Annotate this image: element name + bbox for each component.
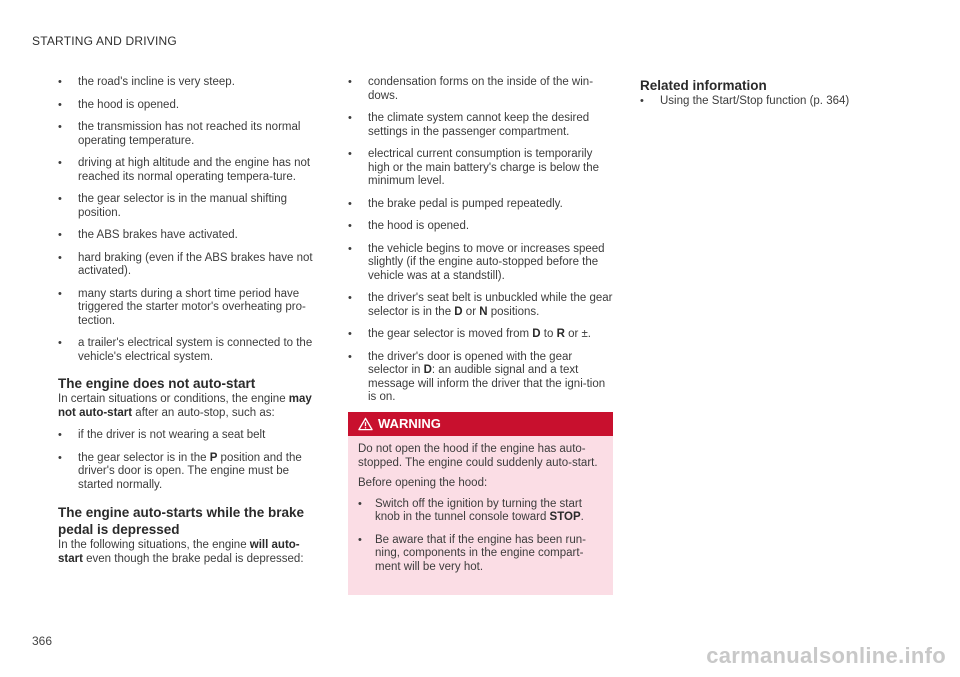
list-item: • driving at high altitude and the engine has not reached its normal operating tempera-ture. — [58, 157, 311, 183]
bullet-icon: • — [58, 121, 62, 133]
list-item: • the gear selector is in the manual shifting position. — [58, 193, 288, 219]
list-item: • the driver's door is opened with the gear selector in D: an audible signal and a text message will inform the driver that the igni-tion is on. — [348, 350, 606, 403]
list-item: • condensation forms on the inside of the win-dows. — [348, 76, 594, 102]
bullet-icon: • — [348, 242, 352, 255]
bullet-icon: • — [58, 157, 62, 169]
no-autostart-list — [58, 429, 324, 492]
autostart-list — [348, 76, 614, 405]
warning-text: Do not open the hood if the engine has auto-stopped. The engine could suddenly auto-start. — [358, 443, 598, 469]
warning-triangle-icon — [358, 417, 373, 431]
bullet-icon: • — [348, 328, 352, 340]
related-heading: Related information — [640, 78, 767, 93]
bullet-icon: • — [348, 76, 352, 88]
bullet-icon: • — [358, 533, 362, 546]
page-header: STARTING AND DRIVING — [32, 34, 177, 48]
list-item: • the ABS brakes have activated. — [58, 229, 238, 241]
list-item: • the driver's seat belt is unbuckled while the gear selector is in the D or N positions. — [348, 292, 613, 318]
bullet-icon: • — [348, 148, 352, 160]
list-item: • Be aware that if the engine has been run-ning, components in the engine compart-ment will be very hot. — [358, 533, 586, 573]
section-heading: The engine does not auto-start — [58, 376, 256, 391]
list-item: • the gear selector is in the P position and the driver's door is open. The engine must be started normally. — [58, 451, 302, 491]
warning-header — [348, 412, 613, 436]
warning-text: Before opening the hood: — [358, 477, 488, 489]
bullet-icon: • — [58, 287, 62, 300]
column-left — [58, 76, 324, 575]
bullet-icon: • — [58, 98, 62, 111]
related-list — [640, 95, 930, 109]
list-item: • electrical current consumption is temporarily high or the main battery's charge is below the minimum level. — [348, 148, 600, 187]
list-item: • if the driver is not wearing a seat belt — [58, 429, 266, 441]
list-item: • the transmission has not reached its normal operating temperature. — [58, 121, 301, 147]
list-item: • the vehicle begins to move or increases speed slightly (if the engine auto-stopped before the vehicle was at a standstill). — [348, 242, 605, 282]
bullet-icon: • — [348, 197, 352, 210]
list-item: • the brake pedal is pumped repeatedly. — [348, 197, 563, 210]
section-intro: In the following situations, the engine will auto-start even though the brake pedal is depressed: — [58, 539, 304, 565]
bullet-icon: • — [348, 112, 352, 124]
list-item: • the hood is opened. — [58, 98, 180, 111]
list-item: • the road's incline is very steep. — [58, 76, 235, 88]
list-item: • hard braking (even if the ABS brakes have not activated). — [58, 251, 313, 277]
warning-title: WARNING — [378, 416, 441, 431]
bullet-icon: • — [58, 251, 62, 264]
bullet-icon: • — [58, 451, 62, 464]
warning-body — [348, 436, 613, 574]
page-number: 366 — [32, 634, 53, 648]
bullet-icon: • — [58, 229, 62, 241]
bullet-icon: • — [348, 350, 352, 363]
list-item: • the gear selector is moved from D to R or ±. — [348, 328, 591, 340]
warning-box — [348, 412, 613, 595]
column-right — [640, 78, 930, 118]
bullet-icon: • — [358, 497, 362, 510]
bullet-icon: • — [348, 220, 352, 232]
list-item: • a trailer's electrical system is connected to the vehicle's electrical system. — [58, 337, 313, 363]
bullet-icon: • — [348, 292, 352, 304]
bullet-icon: • — [640, 95, 644, 107]
conditions-list — [58, 76, 324, 364]
bullet-icon: • — [58, 193, 62, 205]
section-intro: In certain situations or conditions, the engine may not auto-start after an auto-stop, such as: — [58, 393, 312, 419]
warning-list — [358, 498, 603, 575]
watermark-text: carmanualsonline.info — [706, 643, 946, 668]
bullet-icon: • — [58, 337, 62, 349]
section-heading: The engine auto-starts while the brake pedal is depressed — [58, 505, 305, 537]
list-item: • many starts during a short time period have triggered the starter motor's overheating pro-tection. — [58, 287, 306, 327]
bullet-icon: • — [58, 76, 62, 88]
list-item: • the hood is opened. — [348, 220, 470, 232]
list-item: • Switch off the ignition by turning the start knob in the tunnel console toward STOP. — [358, 497, 584, 523]
bullet-icon: • — [58, 429, 62, 441]
related-link[interactable]: • Using the Start/Stop function (p. 364) — [640, 95, 850, 107]
list-item: • the climate system cannot keep the desired settings in the passenger compartment. — [348, 112, 590, 138]
column-middle — [348, 76, 614, 414]
